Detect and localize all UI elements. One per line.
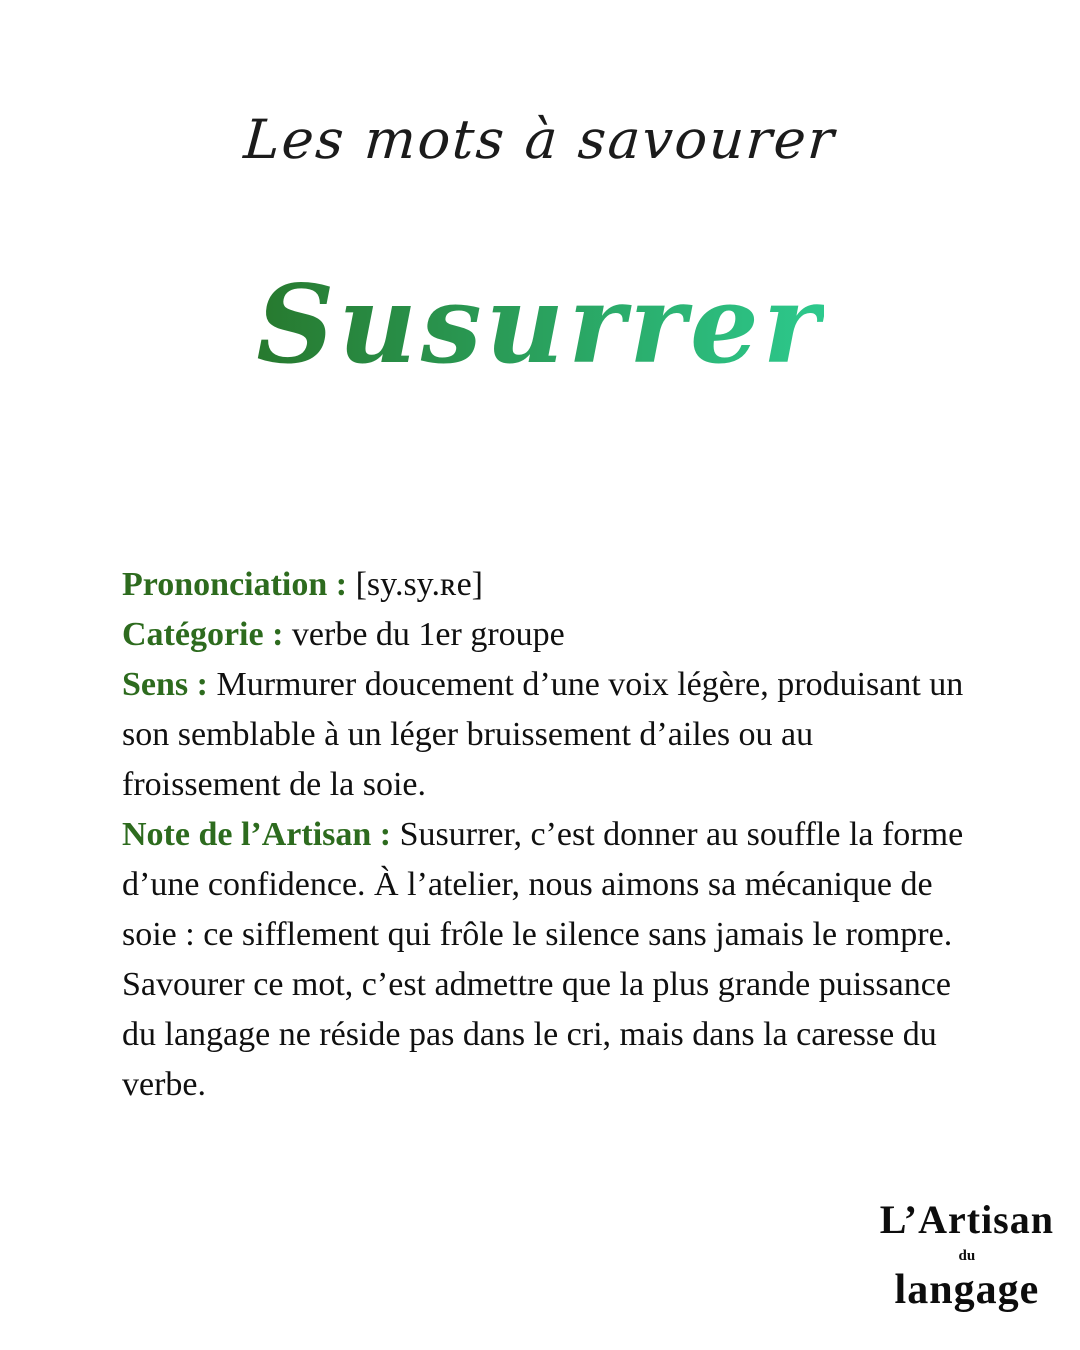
prononciation-value: [sy.sy.ʀe] — [355, 566, 483, 603]
entry-line-note-artisan — [122, 810, 972, 1110]
categorie-value: verbe du 1er groupe — [291, 616, 565, 653]
entry-line-sens — [122, 660, 972, 810]
featured-word-row — [0, 262, 1080, 388]
prononciation-label: Prononciation : — [122, 566, 348, 603]
brand-name-top: L’Artisan — [879, 1197, 1054, 1242]
featured-word: Susurrer — [256, 262, 824, 388]
sens-value: Murmurer doucement d’une voix légère, produisant un son semblable à un léger bruissement d’ailes ou au froissement de la soie. — [122, 666, 964, 803]
brand-name-bottom: langage — [894, 1267, 1040, 1313]
entry-line-prononciation — [122, 560, 972, 610]
dictionary-entry — [122, 560, 972, 1110]
entry-line-categorie — [122, 610, 972, 660]
sens-label: Sens : — [122, 666, 208, 703]
categorie-label: Catégorie : — [122, 616, 284, 653]
note-artisan-label: Note de l’Artisan : — [122, 816, 392, 853]
brand-logo — [879, 1197, 1054, 1313]
collection-tagline: Les mots à savourer — [241, 108, 839, 171]
tagline-row — [0, 108, 1080, 171]
note-artisan-value: Susurrer, c’est donner au souffle la forme d’une confidence. À l’atelier, nous aimons sa mécanique de soie : ce sifflement qui frôle le silence sans jamais le rompre. Savourer ce mot, c’est admettre que la plus grande puissance du langage ne réside pas dans le cri, mais dans la caresse du verbe. — [122, 816, 964, 1103]
brand-name-middle: du — [958, 1248, 976, 1264]
